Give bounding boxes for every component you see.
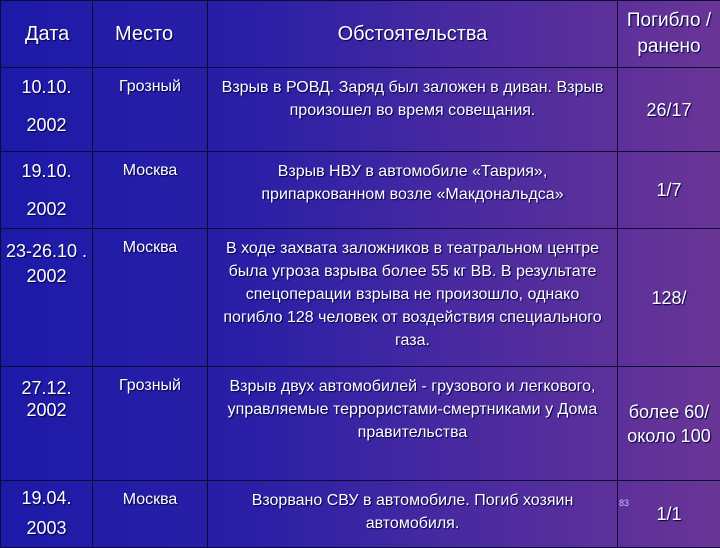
date-line2: 2002 bbox=[5, 190, 88, 228]
date-line1: 10.10. bbox=[5, 68, 88, 106]
victims-cell: более 60/около 100 bbox=[618, 367, 720, 481]
header-circumstances: Обстоятельства bbox=[208, 1, 618, 68]
header-date: Дата bbox=[1, 1, 93, 68]
date-cell bbox=[1, 68, 93, 152]
date-line1: 27.12. bbox=[5, 377, 88, 399]
place-cell: Грозный bbox=[93, 367, 208, 481]
place-cell: Грозный bbox=[93, 68, 208, 152]
date-line2: 2002 bbox=[5, 263, 88, 289]
date-cell bbox=[1, 481, 93, 548]
place-cell: Москва bbox=[93, 152, 208, 229]
date-line2: 2002 bbox=[5, 399, 88, 421]
victims-cell: 128/ bbox=[618, 229, 720, 367]
circumstances-cell: Взорвано СВУ в автомобиле. Погиб хозяин автомобиля. bbox=[208, 481, 618, 548]
date-line2: 2003 bbox=[5, 513, 88, 543]
header-victims: Погибло / ранено bbox=[618, 1, 720, 68]
header-place: Место bbox=[93, 1, 208, 68]
date-line1: 23-26.10 . bbox=[5, 239, 88, 263]
table-header-row bbox=[1, 1, 720, 68]
circumstances-cell: В ходе захвата заложников в театральном центре была угроза взрыва более 55 кг ВВ. В результате спецоперации взрыва не произошло, однако погибло 128 человек от воздействия специального газа. bbox=[208, 229, 618, 367]
date-cell bbox=[1, 152, 93, 229]
place-cell: Москва bbox=[93, 481, 208, 548]
date-line1: 19.04. bbox=[5, 483, 88, 513]
table-row bbox=[1, 68, 720, 152]
victims-cell: 1/7 bbox=[618, 152, 720, 229]
table-row bbox=[1, 367, 720, 481]
place-cell: Москва bbox=[93, 229, 208, 367]
victims-cell: 26/17 bbox=[618, 68, 720, 152]
date-line2: 2002 bbox=[5, 106, 88, 144]
victims-cell: 1/1 bbox=[618, 481, 720, 548]
date-cell bbox=[1, 229, 93, 367]
circumstances-cell: Взрыв в РОВД. Заряд был заложен в диван. Взрыв произошел во время совещания. bbox=[208, 68, 618, 152]
circumstances-cell: Взрыв НВУ в автомобиле «Таврия», припаркованном возле «Макдональдса» bbox=[208, 152, 618, 229]
date-cell bbox=[1, 367, 93, 481]
table-row bbox=[1, 229, 720, 367]
date-line1: 19.10. bbox=[5, 152, 88, 190]
slide-number: 83 bbox=[619, 498, 629, 508]
table-row bbox=[1, 152, 720, 229]
circumstances-cell: Взрыв двух автомобилей - грузового и легкового, управляемые террористами-смертниками у Дома правительства bbox=[208, 367, 618, 481]
table-row bbox=[1, 481, 720, 548]
